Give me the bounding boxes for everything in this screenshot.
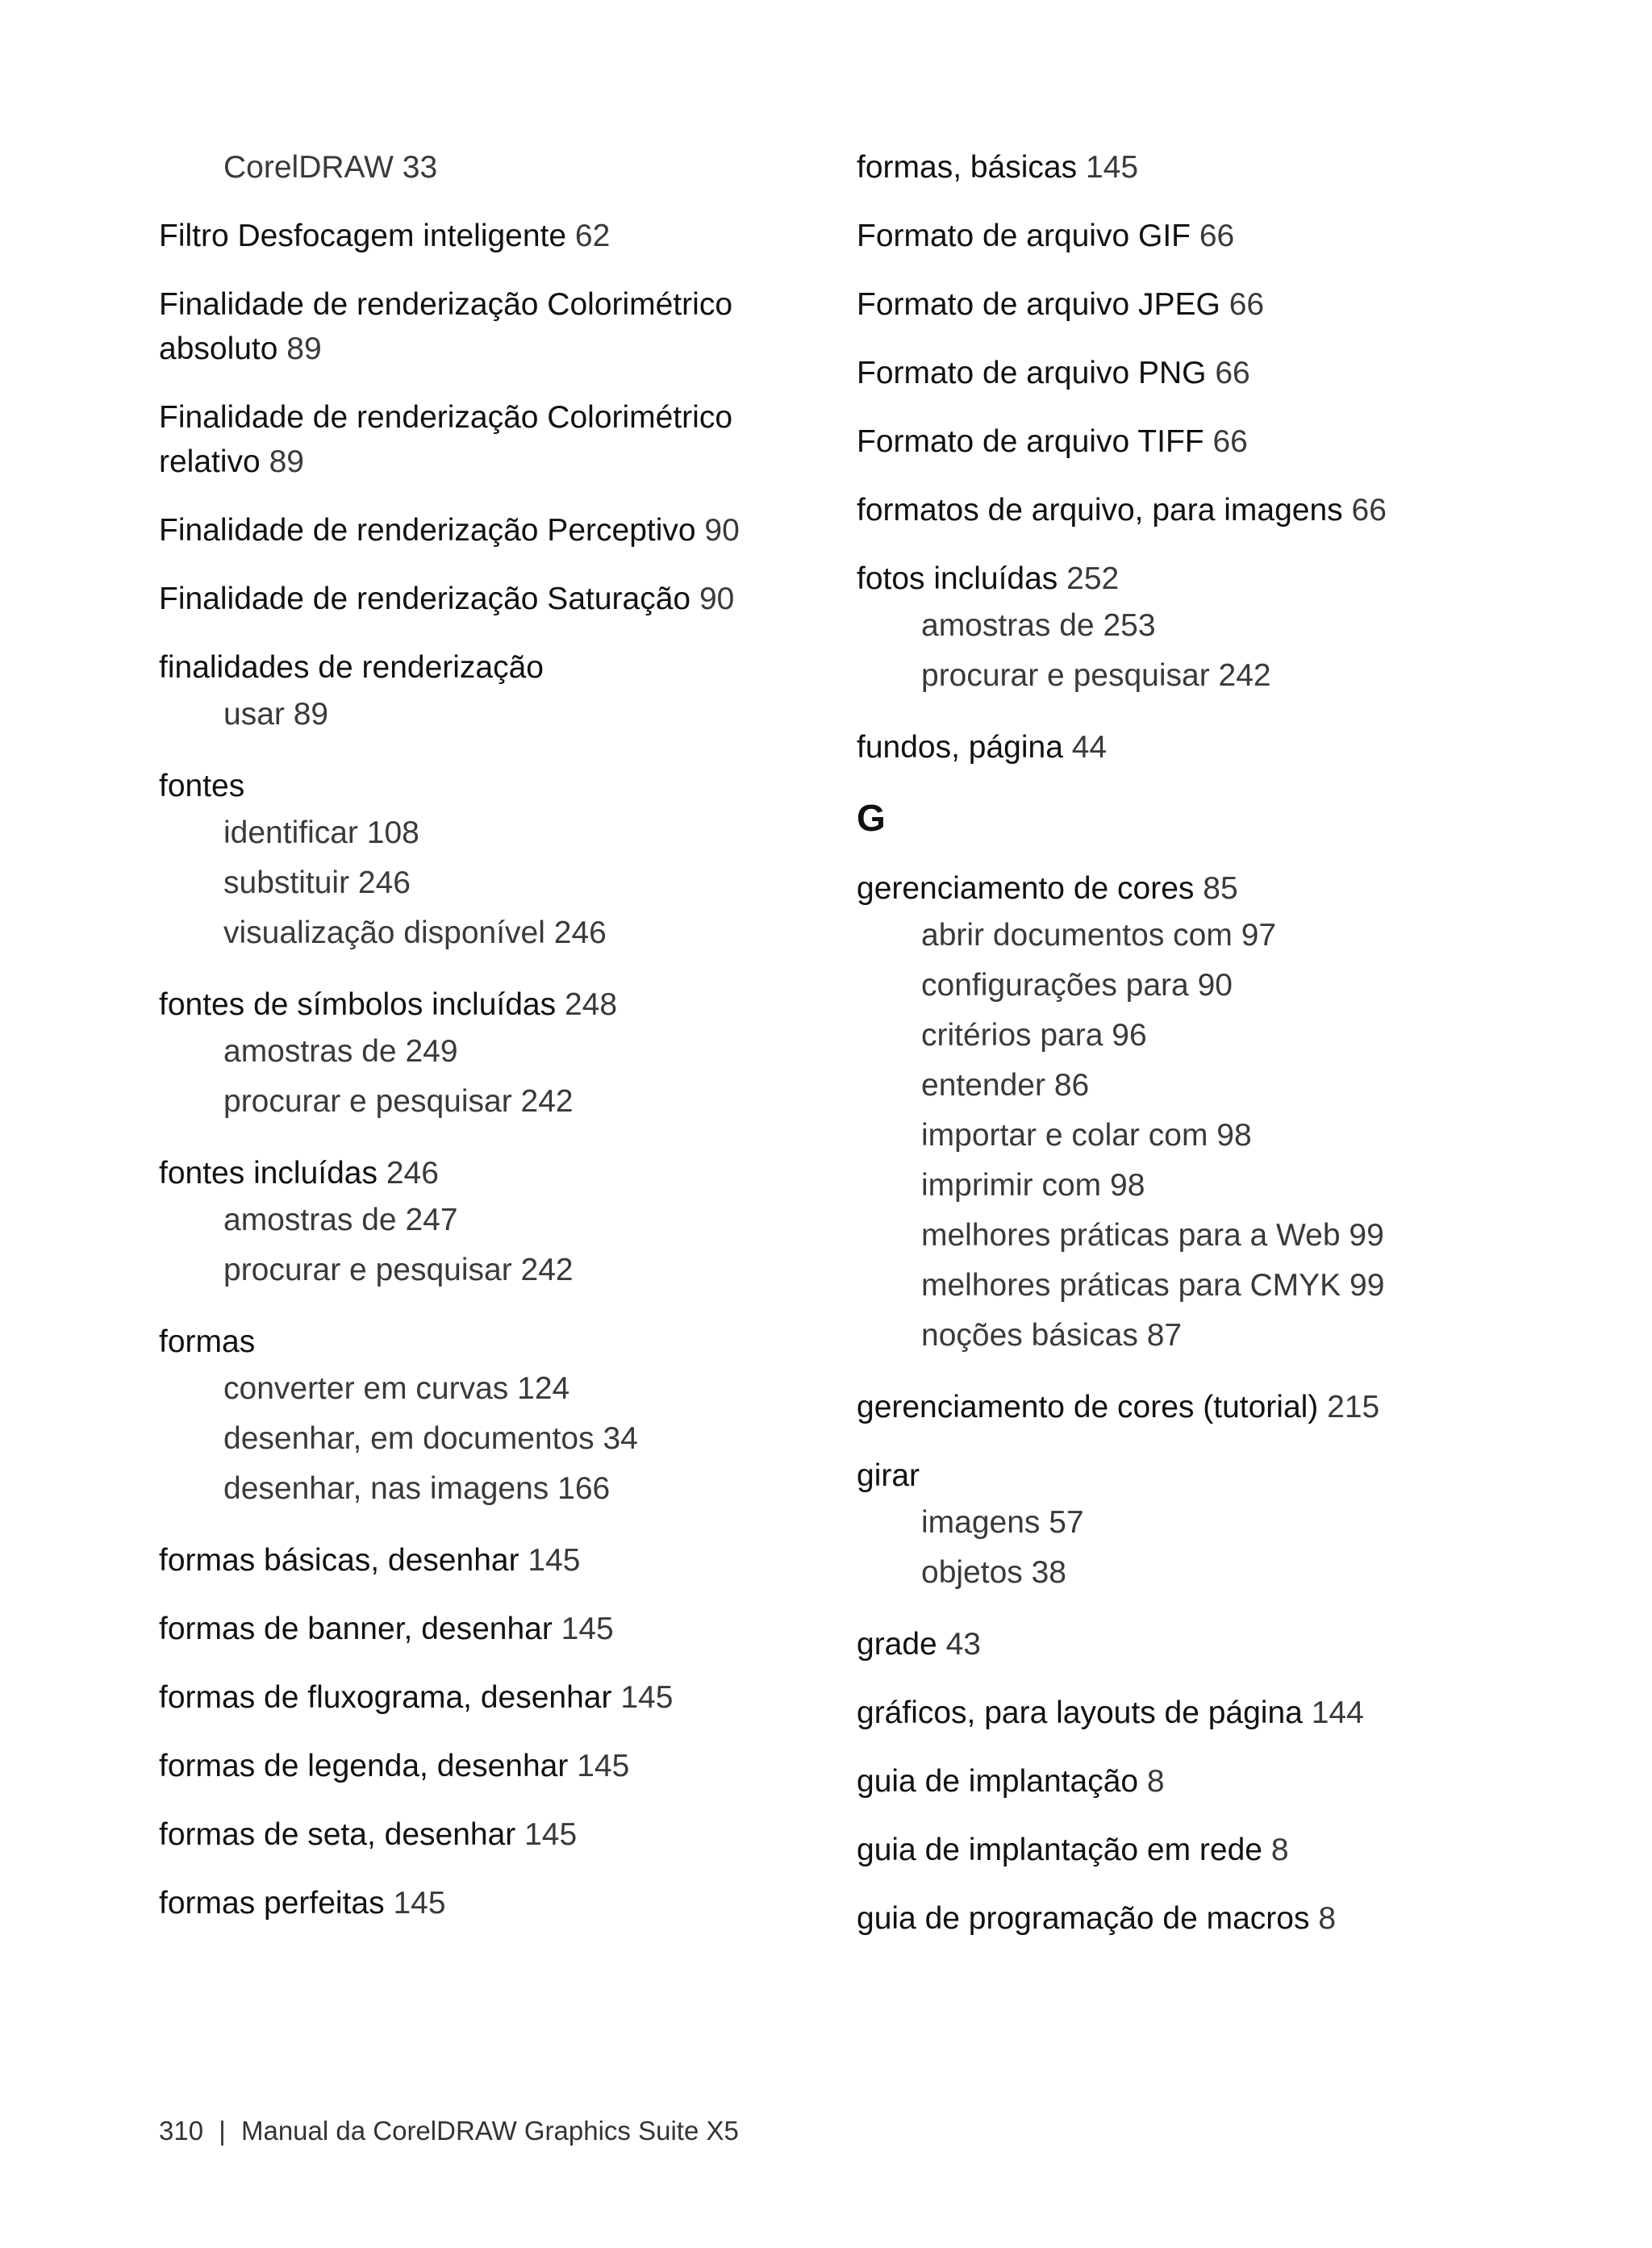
sub-page: 246 [357, 865, 411, 900]
entry-page: 66 [1351, 493, 1387, 528]
index-main-term [857, 1759, 1518, 1804]
entry-term: formas, básicas [857, 150, 1078, 185]
sub-page: 108 [366, 815, 419, 850]
entry-page: 246 [386, 1156, 439, 1191]
sub-term: identificar [223, 815, 358, 850]
entry-page: 44 [1071, 730, 1108, 765]
index-entry [159, 1607, 804, 1651]
index-main-term [159, 395, 804, 484]
index-entry [159, 1675, 804, 1720]
sub-page: 99 [1350, 1268, 1385, 1303]
entry-term: Filtro Desfocagem inteligente [159, 219, 567, 253]
index-sub-term [857, 1161, 1518, 1211]
entry-page: 145 [620, 1680, 674, 1715]
index-main-term [159, 577, 804, 621]
entry-term: gráficos, para layouts de página [857, 1695, 1303, 1730]
entry-page: 89 [286, 332, 322, 366]
index-main-term [857, 214, 1518, 258]
entry-page: 145 [561, 1612, 614, 1646]
entry-term: guia de programação de macros [857, 1901, 1310, 1936]
index-main-term [159, 1881, 804, 1925]
sub-page: 249 [405, 1034, 458, 1069]
index-entry [159, 1881, 804, 1925]
entry-page: 145 [1085, 150, 1139, 185]
sub-page: 166 [557, 1471, 611, 1506]
footer-title: Manual da CorelDRAW Graphics Suite X5 [240, 2116, 739, 2146]
entry-page: 66 [1212, 424, 1248, 459]
index-entry [159, 982, 804, 1127]
entry-term: guia de implantação em rede [857, 1833, 1262, 1867]
sub-page: 98 [1110, 1168, 1145, 1203]
entry-term: fontes de símbolos incluídas [159, 987, 557, 1022]
index-sub-term [159, 858, 804, 908]
index-main-term [857, 145, 1518, 190]
index-main-term [159, 1675, 804, 1720]
index-column-left [159, 145, 804, 1950]
sub-term: critérios para [921, 1018, 1103, 1053]
entry-term: formas perfeitas [159, 1886, 385, 1921]
entry-term: Formato de arquivo GIF [857, 219, 1191, 253]
entry-page: 8 [1270, 1833, 1289, 1867]
index-entry [857, 419, 1518, 464]
sub-page: 98 [1216, 1118, 1252, 1153]
section-letter: G [857, 797, 886, 839]
entry-page: 144 [1311, 1695, 1364, 1730]
sub-term: amostras de [223, 1203, 397, 1237]
index-entry [159, 1151, 804, 1295]
entry-page: 43 [945, 1627, 981, 1662]
sub-page: 96 [1112, 1018, 1147, 1053]
index-entry [159, 508, 804, 553]
sub-term: desenhar, nas imagens [223, 1471, 549, 1506]
index-entry [159, 1812, 804, 1857]
index-sub-term [857, 651, 1518, 701]
index-entry [159, 395, 804, 484]
index-sub-term [159, 690, 804, 740]
entry-term: grade [857, 1627, 937, 1662]
index-main-term [857, 351, 1518, 395]
sub-page: 89 [293, 697, 329, 732]
index-entries [857, 145, 1518, 769]
index-sub-term [857, 1261, 1518, 1311]
index-main-term [159, 1812, 804, 1857]
index-main-term [159, 214, 804, 258]
index-sub-term [857, 1311, 1518, 1361]
index-main-term [857, 1385, 1518, 1429]
entry-term: formas de fluxograma, desenhar [159, 1680, 612, 1715]
sub-term: procurar e pesquisar [921, 658, 1210, 693]
entry-page: 62 [574, 219, 611, 253]
sub-page: 90 [1197, 968, 1233, 1003]
entry-term: girar [857, 1458, 920, 1493]
sub-page: 57 [1049, 1505, 1084, 1540]
sub-page: 97 [1241, 918, 1277, 953]
index-entry [159, 645, 804, 740]
index-entry [857, 1691, 1518, 1735]
entry-term: Finalidade de renderização Saturação [159, 582, 691, 616]
index-entry [159, 1538, 804, 1583]
continuation-entry [159, 145, 804, 190]
sub-page: 242 [520, 1253, 574, 1287]
entry-page: 145 [577, 1749, 630, 1783]
sub-page: 87 [1146, 1318, 1183, 1353]
index-main-term [857, 1691, 1518, 1735]
entry-page: 145 [393, 1886, 446, 1921]
index-sub-term [159, 1364, 804, 1414]
entry-term: fontes incluídas [159, 1156, 378, 1191]
index-entry [159, 577, 804, 621]
entry-page: 145 [528, 1543, 581, 1578]
entry-term: formas de banner, desenhar [159, 1612, 553, 1646]
index-entry [857, 351, 1518, 395]
entry-term: Formato de arquivo TIFF [857, 424, 1204, 459]
entry-term: Finalidade de renderização Colorimétrico relativo [159, 400, 733, 479]
entry-term: Finalidade de renderização Colorimétrico absoluto [159, 287, 733, 366]
index-main-term [159, 1607, 804, 1651]
sub-term: imagens [921, 1505, 1041, 1540]
index-sub-term [159, 1245, 804, 1295]
footer-separator: | [219, 2116, 226, 2146]
entry-term: formas de legenda, desenhar [159, 1749, 569, 1783]
entry-page: 8 [1318, 1901, 1337, 1936]
index-entry [159, 282, 804, 371]
entry-page: 33 [402, 150, 438, 185]
sub-page: 247 [405, 1203, 458, 1237]
index-main-term [159, 982, 804, 1027]
index-main-term [857, 1622, 1518, 1666]
entry-term: Finalidade de renderização Perceptivo [159, 513, 696, 548]
entry-term: fundos, página [857, 730, 1063, 765]
entry-page: 90 [699, 582, 735, 616]
index-entry [159, 764, 804, 958]
entry-term: Formato de arquivo JPEG [857, 287, 1220, 322]
entry-term: formatos de arquivo, para imagens [857, 493, 1343, 528]
entry-term: finalidades de renderização [159, 650, 544, 685]
sub-term: configurações para [921, 968, 1189, 1003]
sub-page: 242 [520, 1084, 574, 1119]
footer-page-number: 310 [159, 2116, 204, 2146]
entry-page: 8 [1146, 1764, 1165, 1799]
index-main-term [159, 508, 804, 553]
index-main-term [159, 1744, 804, 1788]
entry-page: 66 [1215, 356, 1250, 390]
sub-term: substituir [223, 865, 350, 900]
index-sub-term [857, 1061, 1518, 1111]
sub-page: 86 [1053, 1068, 1090, 1103]
entry-term: gerenciamento de cores [857, 871, 1195, 906]
entry-page: 215 [1327, 1390, 1380, 1424]
index-entry [857, 725, 1518, 769]
entry-term: formas de seta, desenhar [159, 1817, 516, 1852]
index-main-term [159, 764, 804, 808]
sub-term: procurar e pesquisar [223, 1084, 512, 1119]
index-entry [159, 1320, 804, 1514]
entry-term: formas [159, 1324, 256, 1359]
entry-term: Formato de arquivo PNG [857, 356, 1207, 390]
sub-term: amostras de [223, 1034, 397, 1069]
index-entry [857, 214, 1518, 258]
sub-page: 253 [1103, 608, 1156, 643]
sub-term: usar [223, 697, 285, 732]
index-entry [857, 866, 1518, 1361]
index-main-term [857, 1828, 1518, 1872]
index-sub-term [159, 1027, 804, 1077]
index-main-term [159, 645, 804, 690]
index-entry [857, 1622, 1518, 1666]
index-entry [857, 1453, 1518, 1598]
index-main-term [857, 1453, 1518, 1498]
entry-term: CorelDRAW [223, 150, 394, 185]
index-main-term [857, 557, 1518, 601]
entry-term: gerenciamento de cores (tutorial) [857, 1390, 1319, 1424]
sub-term: noções básicas [921, 1318, 1138, 1353]
sub-page: 34 [603, 1421, 638, 1456]
index-entry [857, 1759, 1518, 1804]
index-column-right [857, 145, 1518, 1965]
sub-term: amostras de [921, 608, 1095, 643]
index-entry [857, 1896, 1518, 1941]
index-entry [857, 557, 1518, 701]
index-main-term [857, 488, 1518, 532]
index-sub-term [857, 911, 1518, 961]
index-entry [857, 145, 1518, 190]
index-sub-term [857, 1011, 1518, 1061]
sub-term: imprimir com [921, 1168, 1102, 1203]
index-main-term [857, 1896, 1518, 1941]
index-entries [857, 866, 1518, 1941]
sub-term: converter em curvas [223, 1371, 509, 1406]
index-entry [857, 488, 1518, 532]
index-entry [857, 1385, 1518, 1429]
index-entries [159, 214, 804, 1925]
sub-term: desenhar, em documentos [223, 1421, 594, 1456]
index-sub-term [857, 1111, 1518, 1161]
index-entry [857, 282, 1518, 327]
index-sub-term [857, 1211, 1518, 1261]
entry-page: 252 [1066, 561, 1120, 596]
index-main-term [159, 1320, 804, 1364]
sub-term: melhores práticas para a Web [921, 1218, 1341, 1253]
entry-page: 90 [704, 513, 740, 548]
entry-page: 66 [1229, 287, 1265, 322]
index-main-term [159, 1151, 804, 1195]
entry-term: formas básicas, desenhar [159, 1543, 519, 1578]
index-main-term [159, 282, 804, 371]
entry-page: 66 [1199, 219, 1235, 253]
sub-page: 38 [1031, 1555, 1066, 1590]
entry-page: 85 [1203, 871, 1238, 906]
index-sub-term [857, 601, 1518, 651]
sub-term: visualização disponível [223, 915, 545, 950]
entry-page: 145 [524, 1817, 578, 1852]
index-main-term [857, 725, 1518, 769]
entry-page: 248 [564, 987, 618, 1022]
index-sub-term [857, 1498, 1518, 1548]
index-main-term [857, 282, 1518, 327]
sub-page: 242 [1218, 658, 1271, 693]
sub-term: objetos [921, 1555, 1023, 1590]
sub-term: abrir documentos com [921, 918, 1233, 953]
index-entry [159, 214, 804, 258]
index-entry [159, 1744, 804, 1788]
entry-term: guia de implantação [857, 1764, 1139, 1799]
sub-term: procurar e pesquisar [223, 1253, 512, 1287]
index-sub-term [857, 961, 1518, 1011]
entry-page: 89 [269, 444, 304, 479]
sub-term: melhores práticas para CMYK [921, 1268, 1341, 1303]
index-main-term [857, 866, 1518, 911]
index-sub-term [857, 1548, 1518, 1598]
index-sub-term [159, 1195, 804, 1245]
sub-page: 246 [553, 915, 607, 950]
index-sub-term [159, 1077, 804, 1127]
index-main-term [857, 419, 1518, 464]
entry-term: fotos incluídas [857, 561, 1058, 596]
index-sub-term [159, 1414, 804, 1464]
index-sub-term [159, 808, 804, 858]
entry-term: fontes [159, 769, 245, 803]
index-sub-term [159, 908, 804, 958]
sub-term: entender [921, 1068, 1045, 1103]
page-footer [159, 2115, 739, 2147]
index-entry [857, 1828, 1518, 1872]
sub-term: importar e colar com [921, 1118, 1208, 1153]
index-sub-term [159, 1464, 804, 1514]
sub-page: 99 [1349, 1218, 1384, 1253]
index-main-term [159, 1538, 804, 1583]
sub-page: 124 [517, 1371, 570, 1406]
